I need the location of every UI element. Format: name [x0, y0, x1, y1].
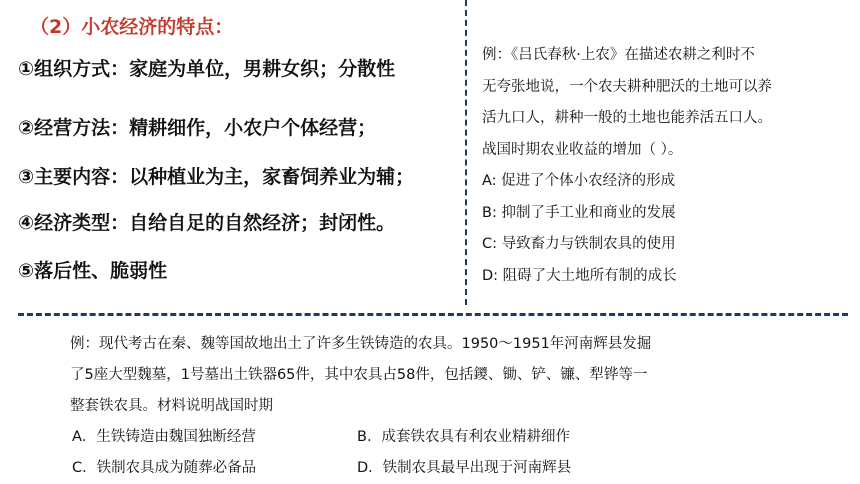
option-b[interactable]: B: 抑制了手工业和商业的发展 — [482, 204, 676, 221]
options-row — [70, 453, 651, 484]
example-text-line: 例：《吕氏春秋·上农》在描述农耕之利时不 — [482, 47, 755, 63]
example-text-line: 了5座大型魏墓，1号墓出土铁器65件，其中农具占58件，包括鑁、锄、铲、镰、犁铧等一 — [70, 367, 648, 383]
vertical-divider — [465, 0, 467, 305]
option-d[interactable]: D．铁制农具最早出现于河南辉县 — [357, 460, 572, 476]
bottom-example — [70, 329, 651, 484]
option-a[interactable]: A: 促进了个体小农经济的形成 — [482, 173, 676, 189]
example-text-line: 无夸张地说，一个农夫耕种肥沃的土地可以养 — [482, 78, 772, 95]
point-organization: ①组织方式：家庭为单位，男耕女织；分散性 — [18, 58, 396, 80]
example-text-line: 活九口人，耕种一般的土地也能养活五口人。 — [482, 110, 772, 126]
point-weakness: ⑤落后性、脆弱性 — [18, 260, 168, 282]
option-a[interactable]: A．生铁铸造由魏国独断经营 — [72, 429, 256, 445]
right-example — [482, 40, 852, 292]
example-text-line: 例：现代考古在秦、魏等国故地出土了许多生铁铸造的农具。1950～1951年河南辉县发掘 — [70, 336, 652, 352]
point-content: ③主要内容：以种植业为主，家畜饲养业为辅； — [18, 166, 415, 188]
horizontal-divider — [18, 313, 848, 316]
option-d[interactable]: D: 阻碍了大土地所有制的成长 — [482, 267, 677, 284]
example-question-line: 整套铁农具。材料说明战国时期 — [70, 398, 273, 414]
example-question-line: 战国时期农业收益的增加（ ）。 — [482, 141, 683, 158]
option-b[interactable]: B．成套铁农具有利农业精耕细作 — [357, 429, 570, 445]
point-method: ②经营方法：精耕细作，小农户个体经营； — [18, 117, 377, 139]
point-type: ④经济类型：自给自足的自然经济；封闭性。 — [18, 212, 396, 234]
section-heading: （2）小农经济的特点： — [30, 16, 234, 38]
options-row — [70, 422, 651, 453]
option-c[interactable]: C: 导致畜力与铁制农具的使用 — [482, 236, 676, 252]
option-c[interactable]: C．铁制农具成为随葬必备品 — [72, 460, 257, 476]
